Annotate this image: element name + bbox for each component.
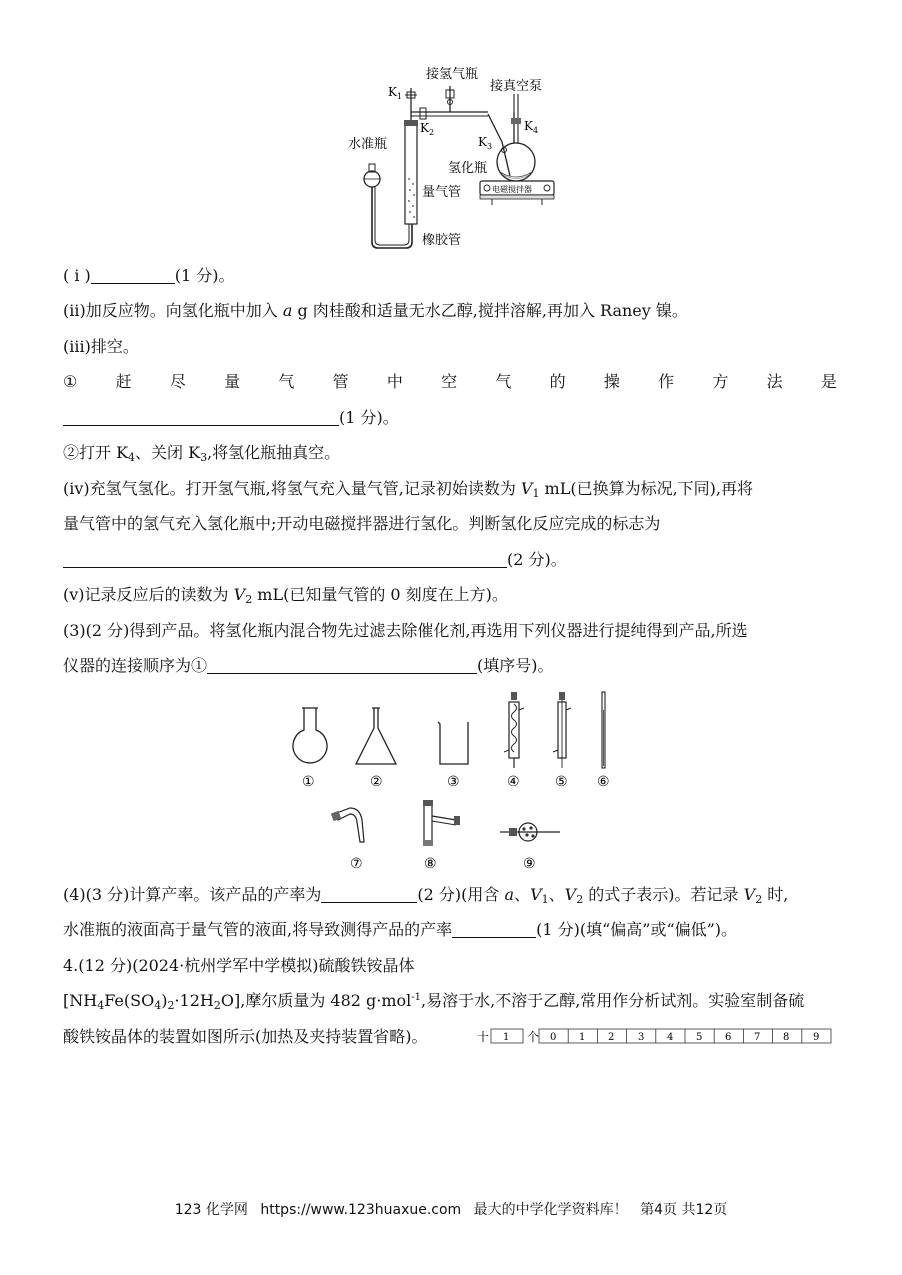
instrument-label-4: ④ (507, 774, 520, 790)
strip-digit-6: 6 (725, 1032, 732, 1043)
instrument-label-3: ③ (447, 774, 460, 790)
strip-digit-9: 9 (813, 1032, 820, 1043)
label-k4: $K_4$ (524, 119, 539, 135)
answer-blank-order[interactable] (207, 657, 477, 674)
line-step-iv-2: 量气管中的氢气充入氢化瓶中;开动电磁搅拌器进行氢化。判断氢化反应完成的标志为 (63, 514, 661, 533)
adapter-icon (331, 808, 364, 842)
label-hydrogenation-flask: 氢化瓶 (448, 161, 488, 176)
bulb-condenser-icon (504, 692, 524, 768)
beaker-icon (438, 722, 468, 764)
strip-digit-4: 4 (667, 1032, 674, 1043)
erlenmeyer-flask-icon (356, 708, 396, 764)
line-part-3: (3)(2 分)得到产品。将氢化瓶内混合物先过滤去除催化剂,再选用下列仪器进行提纯得到产品,所选 (63, 621, 748, 640)
rubber-tube-shape (372, 187, 412, 248)
page-footer (0, 1199, 902, 1219)
label-k1: $K_1$ (388, 85, 403, 101)
strip-digit-5: 5 (696, 1032, 703, 1043)
line-step-iii-1: ① 赶 尽 量 气 管 中 空 气 的 操 作 方 法 是 (63, 372, 837, 391)
instrument-label-8: ⑧ (424, 856, 437, 872)
line-step-v: (ⅴ)记录反应后的读数为 $V_2$ mL(已知量气管的 0 刻度在上方)。 (63, 585, 508, 606)
number-strip (477, 1026, 833, 1048)
line-part-4: (4)(3 分)计算产率。该产品的产率为 (2 分)(用含 a、$V_1$、$V_2$ 的式子表示)。若记录 $V_2$ 时, (63, 885, 789, 906)
line-part-3-order: 仪器的连接顺序为① (填序号)。 (63, 656, 554, 675)
instruments-figure (280, 690, 630, 872)
instrument-label-2: ② (370, 774, 383, 790)
strip-digit-3: 3 (638, 1032, 645, 1043)
label-water-bottle: 水准瓶 (348, 137, 388, 152)
footer-slogan: 最大的中学化学资料库！ (473, 1202, 628, 1218)
hydrogenation-apparatus-figure (330, 64, 600, 254)
drying-tube-icon (500, 823, 560, 841)
line-step-ii: (ⅱ)加反应物。向氢化瓶中加入 a g 肉桂酸和适量无水乙醇,搅拌溶解,再加入 Raney 镍。 (63, 301, 688, 320)
strip-ten-value: 1 (503, 1032, 510, 1043)
distillation-head-icon (423, 800, 460, 846)
line-step-i: ( ⅰ ) (1 分)。 (63, 266, 235, 285)
answer-blank-i[interactable] (91, 267, 175, 284)
strip-unit-label: 个 (527, 1030, 540, 1044)
line-question-4: 4.(12 分)(2024·杭州学军中学模拟)硫酸铁铵晶体 (63, 956, 415, 975)
instrument-label-9: ⑨ (523, 856, 536, 872)
label-stirrer: 电磁搅拌器 (492, 185, 532, 194)
label-hydrogen-cylinder: 接氢气瓶 (426, 67, 479, 82)
line-step-iii: (ⅲ)排空。 (63, 337, 139, 356)
line-step-iii-2: ②打开 $K_4$、关闭 $K_3$,将氢化瓶抽真空。 (63, 443, 341, 464)
strip-ten-label: 十 (477, 1030, 490, 1044)
label-k2: $K_2$ (420, 121, 435, 137)
line-step-iv-blank: (2 分)。 (63, 550, 567, 570)
answer-blank-completion[interactable] (63, 551, 507, 568)
line-step-iii-1-blank: (1 分)。 (63, 408, 399, 428)
thermometer-icon (602, 692, 605, 768)
instrument-label-5: ⑤ (555, 774, 568, 790)
footer-site: 123 化学网 (174, 1202, 248, 1218)
footer-url[interactable]: https://www.123huaxue.com (260, 1202, 462, 1218)
strip-digit-1: 1 (579, 1032, 586, 1043)
strip-digit-0: 0 (550, 1032, 557, 1043)
instrument-label-6: ⑥ (597, 774, 610, 790)
strip-digit-2: 2 (608, 1032, 615, 1043)
line-question-4-end: 酸铁铵晶体的装置如图所示(加热及夹持装置省略)。 (63, 1027, 428, 1046)
straight-condenser-icon (553, 692, 571, 768)
instrument-label-7: ⑦ (350, 856, 363, 872)
instrument-label-1: ① (302, 774, 315, 790)
answer-blank-high-low[interactable] (452, 921, 536, 938)
answer-blank-method[interactable] (63, 409, 339, 426)
line-part-4-2: 水准瓶的液面高于量气管的液面,将导致测得产品的产率 (1 分)(填“偏高”或“偏低”)。 (63, 920, 738, 939)
strip-digit-7: 7 (754, 1032, 761, 1043)
gas-measuring-tube-shape (405, 124, 417, 224)
hydrogenation-flask-shape (497, 143, 535, 181)
footer-page-number: 第4页 共12页 (640, 1202, 728, 1218)
answer-blank-yield[interactable] (321, 886, 417, 903)
label-rubber-tube: 橡胶管 (422, 233, 462, 248)
strip-digit-8: 8 (783, 1032, 790, 1043)
line-question-4-formula: $[NH_4Fe(SO_4)_2\cdot 12H_2O]$,摩尔质量为 482 g·mol$^{-1}$,易溶于水,不溶于乙醇,常用作分析试剂。实验室制备硫 (63, 991, 805, 1012)
label-gas-tube: 量气管 (422, 185, 462, 200)
round-bottom-flask-icon (293, 708, 327, 763)
label-vacuum-pump: 接真空泵 (490, 79, 543, 94)
line-step-iv: (ⅳ)充氢气氢化。打开氢气瓶,将氢气充入量气管,记录初始读数为 $V_1$ mL(已换算为标况,下同),再将 (63, 479, 754, 500)
label-k3: $K_3$ (478, 135, 493, 151)
